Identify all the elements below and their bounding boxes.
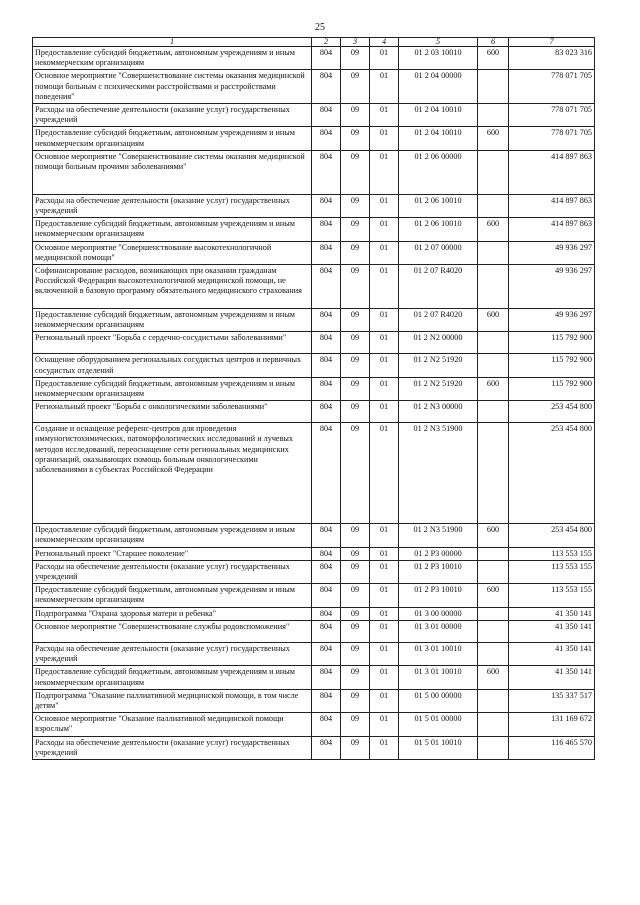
table-row — [33, 377, 595, 400]
subsection-code-cell: 01 — [370, 150, 399, 194]
expense-type-cell — [478, 736, 509, 759]
section-code-cell: 09 — [341, 560, 370, 583]
target-article-cell: 01 2 N3 51900 — [399, 524, 478, 547]
amount-cell: 41 350 141 — [509, 666, 595, 689]
row-name-cell: Предоставление субсидий бюджетным, автономным учреждениям и иным некоммерческим организациям — [33, 127, 312, 150]
row-name-cell: Расходы на обеспечение деятельности (оказание услуг) государственных учреждений — [33, 642, 312, 665]
section-code-cell: 09 — [341, 218, 370, 241]
ministry-code-cell: 804 — [312, 547, 341, 560]
ministry-code-cell: 804 — [312, 104, 341, 127]
section-code-cell: 09 — [341, 70, 370, 104]
section-code-cell: 09 — [341, 104, 370, 127]
amount-cell: 131 169 672 — [509, 713, 595, 736]
ministry-code-cell: 804 — [312, 666, 341, 689]
amount-cell: 49 936 297 — [509, 241, 595, 264]
section-code-cell: 09 — [341, 689, 370, 712]
ministry-code-cell: 804 — [312, 689, 341, 712]
row-name-cell: Создание и оснащение референс-центров для проведения иммуногистохимических, патоморфологических исследований и лучевых методов исследований, переоснащение сети региональных медицинских организаций, оказывающих помощь больным онкологическими заболеваниями в субъектах Российской Федерации — [33, 423, 312, 524]
subsection-code-cell: 01 — [370, 265, 399, 309]
target-article-cell: 01 2 N2 00000 — [399, 332, 478, 354]
row-name-cell: Предоставление субсидий бюджетным, автономным учреждениям и иным некоммерческим организациям — [33, 524, 312, 547]
ministry-code-cell: 804 — [312, 150, 341, 194]
target-article-cell: 01 2 P3 00000 — [399, 547, 478, 560]
expense-type-cell: 600 — [478, 127, 509, 150]
expense-type-cell — [478, 713, 509, 736]
ministry-code-cell: 804 — [312, 736, 341, 759]
amount-cell: 115 792 900 — [509, 332, 595, 354]
row-name-cell: Предоставление субсидий бюджетным, автономным учреждениям и иным некоммерческим организациям — [33, 47, 312, 70]
subsection-code-cell: 01 — [370, 241, 399, 264]
amount-cell: 414 897 863 — [509, 218, 595, 241]
target-article-cell: 01 2 06 00000 — [399, 150, 478, 194]
amount-cell: 116 465 570 — [509, 736, 595, 759]
table-body — [33, 47, 595, 760]
ministry-code-cell: 804 — [312, 194, 341, 217]
ministry-code-cell: 804 — [312, 401, 341, 423]
row-name-cell: Основное мероприятие "Совершенствование системы оказания медицинской помощи больным с психическими расстройствами и расстройствами поведения" — [33, 70, 312, 104]
subsection-code-cell: 01 — [370, 332, 399, 354]
table-row — [33, 736, 595, 759]
target-article-cell: 01 2 07 00000 — [399, 241, 478, 264]
expense-type-cell — [478, 401, 509, 423]
row-name-cell: Расходы на обеспечение деятельности (оказание услуг) государственных учреждений — [33, 560, 312, 583]
expense-type-cell — [478, 194, 509, 217]
amount-cell: 414 897 863 — [509, 150, 595, 194]
ministry-code-cell: 804 — [312, 332, 341, 354]
table-row — [33, 309, 595, 332]
row-name-cell: Расходы на обеспечение деятельности (оказание услуг) государственных учреждений — [33, 736, 312, 759]
target-article-cell: 01 2 P3 10010 — [399, 584, 478, 607]
section-code-cell: 09 — [341, 127, 370, 150]
subsection-code-cell: 01 — [370, 736, 399, 759]
table-row — [33, 70, 595, 104]
column-number-row — [33, 38, 595, 47]
ministry-code-cell: 804 — [312, 620, 341, 642]
subsection-code-cell: 01 — [370, 524, 399, 547]
amount-cell: 41 350 141 — [509, 607, 595, 620]
section-code-cell: 09 — [341, 309, 370, 332]
amount-cell: 135 337 517 — [509, 689, 595, 712]
expense-type-cell: 600 — [478, 47, 509, 70]
subsection-code-cell: 01 — [370, 47, 399, 70]
row-name-cell: Основное мероприятие "Совершенствование высокотехнологичной медицинской помощи" — [33, 241, 312, 264]
amount-cell: 115 792 900 — [509, 354, 595, 377]
table-row — [33, 241, 595, 264]
amount-cell: 49 936 297 — [509, 309, 595, 332]
table-row — [33, 194, 595, 217]
target-article-cell: 01 5 00 00000 — [399, 689, 478, 712]
ministry-code-cell: 804 — [312, 584, 341, 607]
row-name-cell: Подпрограмма "Охрана здоровья матери и ребенка" — [33, 607, 312, 620]
amount-cell: 113 553 155 — [509, 584, 595, 607]
section-code-cell: 09 — [341, 194, 370, 217]
ministry-code-cell: 804 — [312, 560, 341, 583]
subsection-code-cell: 01 — [370, 70, 399, 104]
target-article-cell: 01 2 04 10010 — [399, 104, 478, 127]
subsection-code-cell: 01 — [370, 713, 399, 736]
table-row — [33, 354, 595, 377]
target-article-cell: 01 3 01 00000 — [399, 620, 478, 642]
table-row — [33, 607, 595, 620]
expense-type-cell — [478, 560, 509, 583]
subsection-code-cell: 01 — [370, 584, 399, 607]
section-code-cell: 09 — [341, 584, 370, 607]
section-code-cell: 09 — [341, 401, 370, 423]
row-name-cell: Региональный проект "Старшее поколение" — [33, 547, 312, 560]
subsection-code-cell: 01 — [370, 377, 399, 400]
table-row — [33, 666, 595, 689]
table-row — [33, 423, 595, 524]
target-article-cell: 01 2 04 00000 — [399, 70, 478, 104]
expense-type-cell: 600 — [478, 309, 509, 332]
target-article-cell: 01 2 07 R4020 — [399, 309, 478, 332]
amount-cell: 253 454 800 — [509, 524, 595, 547]
ministry-code-cell: 804 — [312, 265, 341, 309]
subsection-code-cell: 01 — [370, 218, 399, 241]
subsection-code-cell: 01 — [370, 642, 399, 665]
target-article-cell: 01 2 03 10010 — [399, 47, 478, 70]
section-code-cell: 09 — [341, 354, 370, 377]
subsection-code-cell: 01 — [370, 354, 399, 377]
amount-cell: 41 350 141 — [509, 620, 595, 642]
amount-cell: 778 071 705 — [509, 104, 595, 127]
section-code-cell: 09 — [341, 666, 370, 689]
expense-type-cell — [478, 70, 509, 104]
section-code-cell: 09 — [341, 642, 370, 665]
target-article-cell: 01 2 N3 00000 — [399, 401, 478, 423]
section-code-cell: 09 — [341, 524, 370, 547]
ministry-code-cell: 804 — [312, 607, 341, 620]
ministry-code-cell: 804 — [312, 47, 341, 70]
expense-type-cell — [478, 354, 509, 377]
section-code-cell: 09 — [341, 241, 370, 264]
row-name-cell: Предоставление субсидий бюджетным, автономным учреждениям и иным некоммерческим организациям — [33, 377, 312, 400]
section-code-cell: 09 — [341, 736, 370, 759]
column-number: 3 — [341, 38, 370, 47]
row-name-cell: Подпрограмма "Оказание паллиативной медицинской помощи, в том числе детям" — [33, 689, 312, 712]
ministry-code-cell: 804 — [312, 713, 341, 736]
section-code-cell: 09 — [341, 47, 370, 70]
table-row — [33, 265, 595, 309]
subsection-code-cell: 01 — [370, 607, 399, 620]
amount-cell: 778 071 705 — [509, 127, 595, 150]
section-code-cell: 09 — [341, 265, 370, 309]
target-article-cell: 01 3 01 10010 — [399, 642, 478, 665]
subsection-code-cell: 01 — [370, 401, 399, 423]
table-row — [33, 584, 595, 607]
row-name-cell: Основное мероприятие "Оказание паллиативной медицинской помощи взрослым" — [33, 713, 312, 736]
table-row — [33, 713, 595, 736]
ministry-code-cell: 804 — [312, 70, 341, 104]
target-article-cell: 01 2 06 10010 — [399, 194, 478, 217]
subsection-code-cell: 01 — [370, 194, 399, 217]
target-article-cell: 01 2 P3 10010 — [399, 560, 478, 583]
subsection-code-cell: 01 — [370, 547, 399, 560]
expense-type-cell: 600 — [478, 524, 509, 547]
amount-cell: 414 897 863 — [509, 194, 595, 217]
section-code-cell: 09 — [341, 620, 370, 642]
target-article-cell: 01 2 N2 51920 — [399, 377, 478, 400]
expense-type-cell — [478, 642, 509, 665]
subsection-code-cell: 01 — [370, 423, 399, 524]
table-row — [33, 104, 595, 127]
expense-type-cell: 600 — [478, 666, 509, 689]
ministry-code-cell: 804 — [312, 127, 341, 150]
table-row — [33, 689, 595, 712]
ministry-code-cell: 804 — [312, 218, 341, 241]
expense-type-cell — [478, 607, 509, 620]
amount-cell: 113 553 155 — [509, 560, 595, 583]
amount-cell: 115 792 900 — [509, 377, 595, 400]
section-code-cell: 09 — [341, 607, 370, 620]
row-name-cell: Предоставление субсидий бюджетным, автономным учреждениям и иным некоммерческим организациям — [33, 309, 312, 332]
subsection-code-cell: 01 — [370, 689, 399, 712]
expense-type-cell — [478, 547, 509, 560]
subsection-code-cell: 01 — [370, 104, 399, 127]
row-name-cell: Расходы на обеспечение деятельности (оказание услуг) государственных учреждений — [33, 194, 312, 217]
ministry-code-cell: 804 — [312, 309, 341, 332]
table-row — [33, 547, 595, 560]
subsection-code-cell: 01 — [370, 666, 399, 689]
ministry-code-cell: 804 — [312, 354, 341, 377]
target-article-cell: 01 2 04 10010 — [399, 127, 478, 150]
row-name-cell: Предоставление субсидий бюджетным, автономным учреждениям и иным некоммерческим организациям — [33, 218, 312, 241]
table-row — [33, 150, 595, 194]
target-article-cell: 01 2 06 10010 — [399, 218, 478, 241]
target-article-cell: 01 5 01 10010 — [399, 736, 478, 759]
column-number: 2 — [312, 38, 341, 47]
target-article-cell: 01 2 07 R4020 — [399, 265, 478, 309]
expense-type-cell — [478, 104, 509, 127]
budget-table — [32, 37, 595, 760]
row-name-cell: Основное мероприятие "Совершенствование службы родовспоможения" — [33, 620, 312, 642]
row-name-cell: Софинансирование расходов, возникающих при оказании гражданам Российской Федерации высокотехнологичной медицинской помощи, не включенной в базовую программу обязательного медицинского страхования — [33, 265, 312, 309]
section-code-cell: 09 — [341, 150, 370, 194]
table-row — [33, 401, 595, 423]
section-code-cell: 09 — [341, 423, 370, 524]
target-article-cell: 01 2 N2 51920 — [399, 354, 478, 377]
row-name-cell: Оснащение оборудованием региональных сосудистых центров и первичных сосудистых отделений — [33, 354, 312, 377]
table-row — [33, 560, 595, 583]
section-code-cell: 09 — [341, 332, 370, 354]
target-article-cell: 01 2 N3 51900 — [399, 423, 478, 524]
table-row — [33, 218, 595, 241]
column-number: 4 — [370, 38, 399, 47]
amount-cell: 49 936 297 — [509, 265, 595, 309]
table-row — [33, 47, 595, 70]
target-article-cell: 01 5 01 00000 — [399, 713, 478, 736]
row-name-cell: Региональный проект "Борьба с онкологическими заболеваниями" — [33, 401, 312, 423]
expense-type-cell — [478, 423, 509, 524]
ministry-code-cell: 804 — [312, 241, 341, 264]
expense-type-cell — [478, 265, 509, 309]
row-name-cell: Основное мероприятие "Совершенствование системы оказания медицинской помощи больным прочими заболеваниями" — [33, 150, 312, 194]
expense-type-cell — [478, 332, 509, 354]
column-number: 1 — [33, 38, 312, 47]
row-name-cell: Предоставление субсидий бюджетным, автономным учреждениям и иным некоммерческим организациям — [33, 584, 312, 607]
table-row — [33, 524, 595, 547]
expense-type-cell: 600 — [478, 218, 509, 241]
expense-type-cell: 600 — [478, 584, 509, 607]
expense-type-cell: 600 — [478, 377, 509, 400]
subsection-code-cell: 01 — [370, 309, 399, 332]
table-row — [33, 332, 595, 354]
row-name-cell: Региональный проект "Борьба с сердечно-сосудистыми заболеваниями" — [33, 332, 312, 354]
amount-cell: 778 071 705 — [509, 70, 595, 104]
table-row — [33, 642, 595, 665]
ministry-code-cell: 804 — [312, 642, 341, 665]
page-number: 25 — [315, 22, 325, 33]
column-number: 7 — [509, 38, 595, 47]
column-number: 5 — [399, 38, 478, 47]
ministry-code-cell: 804 — [312, 377, 341, 400]
ministry-code-cell: 804 — [312, 524, 341, 547]
expense-type-cell — [478, 689, 509, 712]
subsection-code-cell: 01 — [370, 560, 399, 583]
ministry-code-cell: 804 — [312, 423, 341, 524]
table-row — [33, 620, 595, 642]
subsection-code-cell: 01 — [370, 127, 399, 150]
section-code-cell: 09 — [341, 377, 370, 400]
section-code-cell: 09 — [341, 547, 370, 560]
column-number: 6 — [478, 38, 509, 47]
target-article-cell: 01 3 00 00000 — [399, 607, 478, 620]
row-name-cell: Предоставление субсидий бюджетным, автономным учреждениям и иным некоммерческим организациям — [33, 666, 312, 689]
subsection-code-cell: 01 — [370, 620, 399, 642]
expense-type-cell — [478, 150, 509, 194]
table-row — [33, 127, 595, 150]
section-code-cell: 09 — [341, 713, 370, 736]
expense-type-cell — [478, 241, 509, 264]
row-name-cell: Расходы на обеспечение деятельности (оказание услуг) государственных учреждений — [33, 104, 312, 127]
amount-cell: 41 350 141 — [509, 642, 595, 665]
expense-type-cell — [478, 620, 509, 642]
amount-cell: 253 454 800 — [509, 423, 595, 524]
amount-cell: 253 454 800 — [509, 401, 595, 423]
amount-cell: 83 023 316 — [509, 47, 595, 70]
amount-cell: 113 553 155 — [509, 547, 595, 560]
target-article-cell: 01 3 01 10010 — [399, 666, 478, 689]
